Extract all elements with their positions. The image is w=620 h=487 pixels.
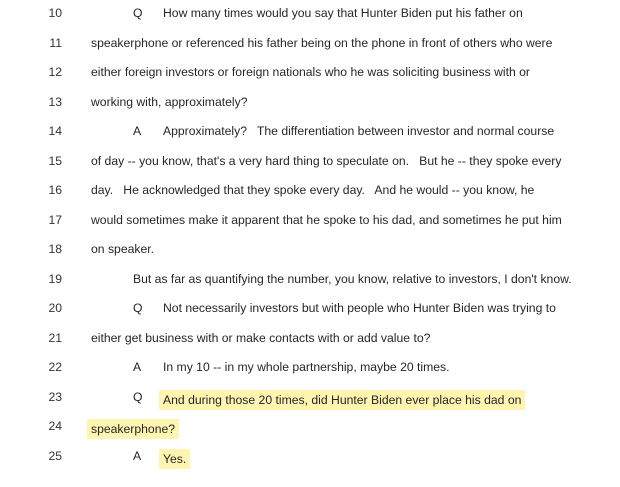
line-text: Not necessarily investors but with people who Hunter Biden was trying to	[163, 301, 556, 315]
line-text: day. He acknowledged that they spoke every day. And he would -- you know, he	[91, 183, 535, 197]
line-text: But as far as quantifying the number, you know, relative to investors, I don't know.	[133, 271, 572, 286]
line-text: either foreign investors or foreign nationals who he was soliciting business with or	[91, 65, 530, 79]
line-text: on speaker.	[91, 242, 155, 256]
line-text: working with, approximately?	[91, 94, 248, 109]
line-text: of day -- you know, that's a very hard thing to speculate on. But he -- they spoke every	[91, 153, 562, 168]
transcript-line	[0, 148, 620, 177]
line-number: 10	[48, 6, 62, 20]
speaker-label: Q	[133, 301, 143, 315]
transcript-line	[0, 118, 620, 147]
speaker-label: Q	[133, 6, 143, 20]
line-number: 11	[49, 35, 62, 50]
speaker-label: A	[133, 448, 142, 463]
line-number: 24	[48, 419, 62, 433]
transcript-line	[0, 236, 620, 265]
line-text: would sometimes make it apparent that he spoke to his dad, and sometimes he put him	[91, 212, 562, 227]
transcript-line	[0, 384, 620, 413]
line-text: Approximately? The differentiation between investor and normal course	[163, 124, 555, 138]
speaker-label: A	[133, 124, 142, 138]
transcript-line	[0, 266, 620, 295]
speaker-label: Q	[133, 389, 143, 404]
highlighted-line-text: And during those 20 times, did Hunter Biden ever place his dad on	[159, 390, 525, 410]
highlighted-line-text: Yes.	[159, 449, 190, 469]
transcript-line	[0, 0, 620, 29]
line-number: 13	[48, 94, 62, 109]
line-number: 15	[48, 153, 62, 168]
line-number: 17	[48, 212, 62, 227]
line-number: 18	[48, 242, 62, 256]
transcript-line	[0, 354, 620, 383]
line-number: 12	[48, 65, 62, 79]
line-number: 25	[48, 448, 62, 463]
transcript-line	[0, 295, 620, 324]
line-number: 14	[48, 124, 62, 138]
highlighted-line-text: speakerphone?	[87, 419, 179, 439]
transcript-line	[0, 89, 620, 118]
transcript-line	[0, 207, 620, 236]
transcript-line	[0, 177, 620, 206]
line-number: 23	[48, 389, 62, 404]
line-number: 19	[48, 271, 62, 286]
speaker-label: A	[133, 360, 142, 374]
transcript-line	[0, 413, 620, 442]
transcript-line	[0, 59, 620, 88]
line-text: either get business with or make contacts with or add value to?	[91, 330, 431, 345]
line-number: 16	[48, 183, 62, 197]
line-text: How many times would you say that Hunter Biden put his father on	[163, 6, 523, 20]
transcript-line	[0, 325, 620, 354]
line-text: In my 10 -- in my whole partnership, maybe 20 times.	[163, 360, 450, 374]
line-number: 22	[48, 360, 62, 374]
line-text: speakerphone or referenced his father being on the phone in front of others who were	[91, 35, 553, 50]
transcript-line	[0, 30, 620, 59]
line-number: 21	[48, 330, 62, 345]
transcript-line	[0, 443, 620, 472]
line-number: 20	[48, 301, 62, 315]
